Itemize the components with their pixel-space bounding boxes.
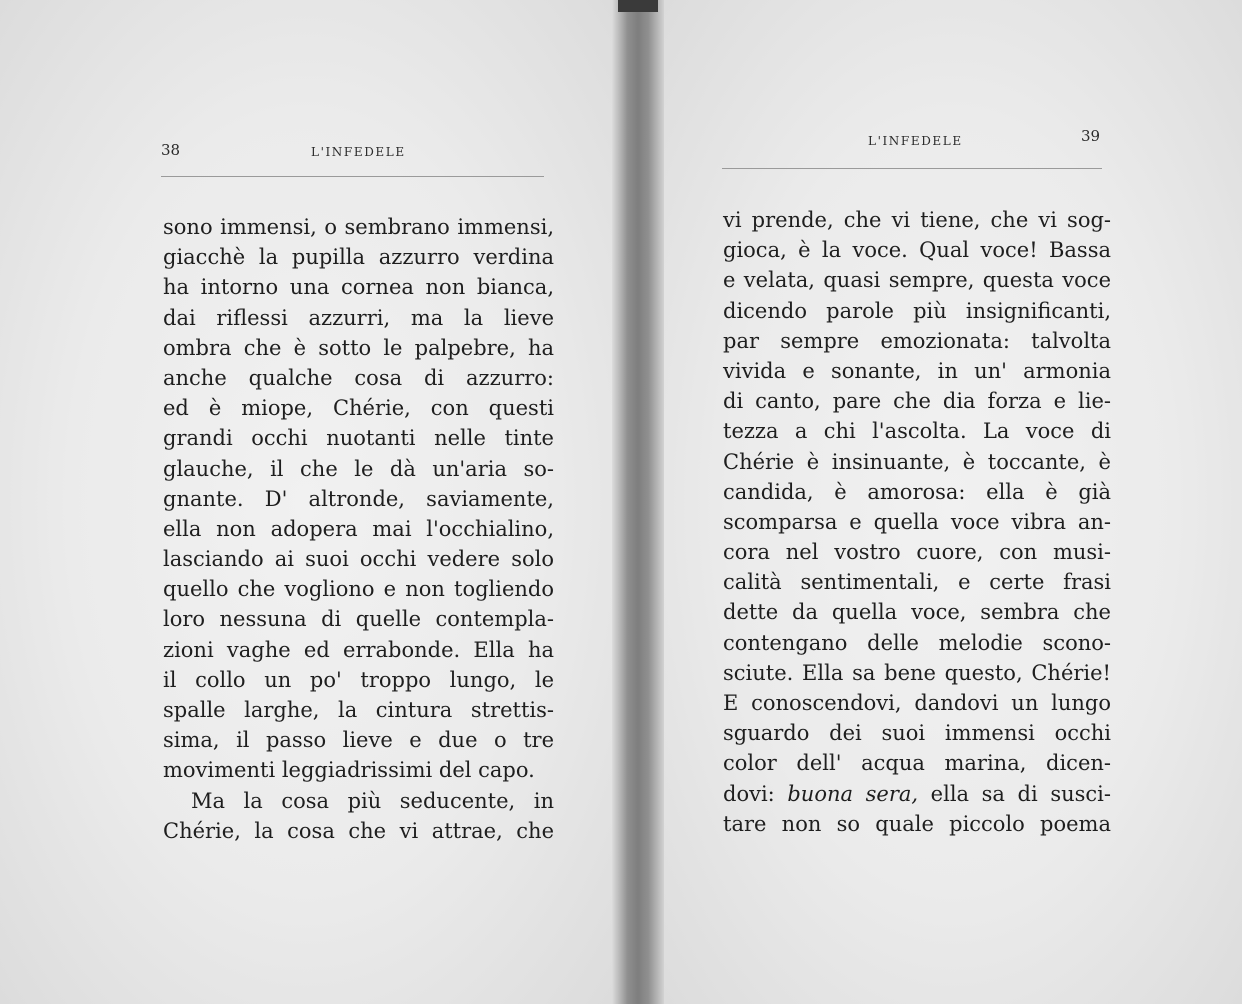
text-line: dicendo parole più insignificanti, (723, 298, 1111, 323)
text-line: tezza a chi l'ascolta. La voce di (723, 419, 1111, 444)
right-header-rule (722, 168, 1102, 169)
left-body-text (163, 212, 554, 846)
text-line: sguardo dei suoi immensi occhi (723, 721, 1111, 746)
text-line: vi prende, che vi tiene, che vi sog- (723, 208, 1111, 232)
text-line: sciute. Ella sa bene questo, Chérie! (723, 660, 1111, 685)
text-line: Ma la cosa più seducente, in (191, 788, 554, 813)
text-line: grandi occhi nuotanti nelle tinte (163, 426, 554, 451)
left-running-title: L'INFEDELE (311, 145, 406, 159)
right-page (664, 0, 1242, 1004)
line-end: ella sa di susci- (918, 781, 1111, 806)
text-line: giacchè la pupilla azzurro verdina (163, 245, 554, 270)
text-line: lasciando ai suoi occhi vedere solo (163, 547, 554, 572)
book-gutter (612, 0, 664, 1004)
text-line: spalle larghe, la cintura strettis- (163, 698, 554, 722)
text-line: calità sentimentali, e certe frasi (723, 570, 1111, 595)
text-line: glauche, il che le dà un'aria so- (163, 456, 554, 481)
text-line: sima, il passo lieve e due o tre (163, 728, 554, 753)
text-line: quello che vogliono e non togliendo (163, 577, 554, 602)
text-line: Chérie è insinuante, è toccante, è (723, 449, 1111, 474)
left-page (0, 0, 612, 1004)
text-line: Chérie, la cosa che vi attrae, che (163, 818, 554, 843)
text-line: scomparsa e quella voce vibra an- (723, 509, 1111, 534)
text-line: e velata, quasi sempre, questa voce (723, 268, 1111, 293)
gutter-shadow (618, 0, 658, 12)
right-page-number: 39 (1081, 127, 1101, 145)
text-line: ombra che è sotto le palpebre, ha (163, 335, 554, 360)
text-line: vivida e sonante, in un' armonia (723, 358, 1111, 383)
text-line: sono immensi, o sembrano immensi, (163, 215, 554, 239)
italic-phrase: buona sera, (787, 781, 919, 806)
text-line: ed è miope, Chérie, con questi (163, 396, 554, 421)
text-line: zioni vaghe ed errabonde. Ella ha (163, 637, 554, 662)
text-line: di canto, pare che dia forza e lie- (723, 389, 1111, 414)
text-line: gioca, è la voce. Qual voce! Bassa (723, 238, 1111, 263)
text-line: anche qualche cosa di azzurro: (163, 365, 554, 390)
text-line: movimenti leggiadrissimi del capo. (163, 758, 535, 783)
text-line: candida, è amorosa: ella è già (723, 479, 1111, 504)
text-line: par sempre emozionata: talvolta (723, 328, 1111, 353)
text-line: contengano delle melodie scono- (723, 630, 1111, 655)
text-line: il collo un po' troppo lungo, le (163, 667, 554, 692)
text-line: cora nel vostro cuore, con musi- (723, 540, 1111, 565)
text-line: dai riflessi azzurri, ma la lieve (163, 305, 554, 330)
text-line: E conoscendovi, dandovi un lungo (723, 691, 1111, 715)
text-line: loro nessuna di quelle contempla- (163, 607, 554, 632)
text-line: gnante. D' altronde, saviamente, (163, 486, 554, 511)
text-line-mixed (723, 779, 1111, 809)
left-header-rule (161, 176, 544, 177)
text-line: dette da quella voce, sembra che (723, 600, 1111, 625)
line-start: dovi: (723, 781, 788, 806)
right-running-title: L'INFEDELE (868, 134, 963, 148)
left-page-number: 38 (161, 141, 181, 159)
right-body-text (723, 205, 1111, 839)
text-line: tare non so quale piccolo poema (723, 811, 1111, 836)
text-line: ha intorno una cornea non bianca, (163, 275, 554, 300)
text-line: ella non adopera mai l'occhialino, (163, 516, 554, 541)
text-line: color dell' acqua marina, dicen- (723, 751, 1111, 776)
